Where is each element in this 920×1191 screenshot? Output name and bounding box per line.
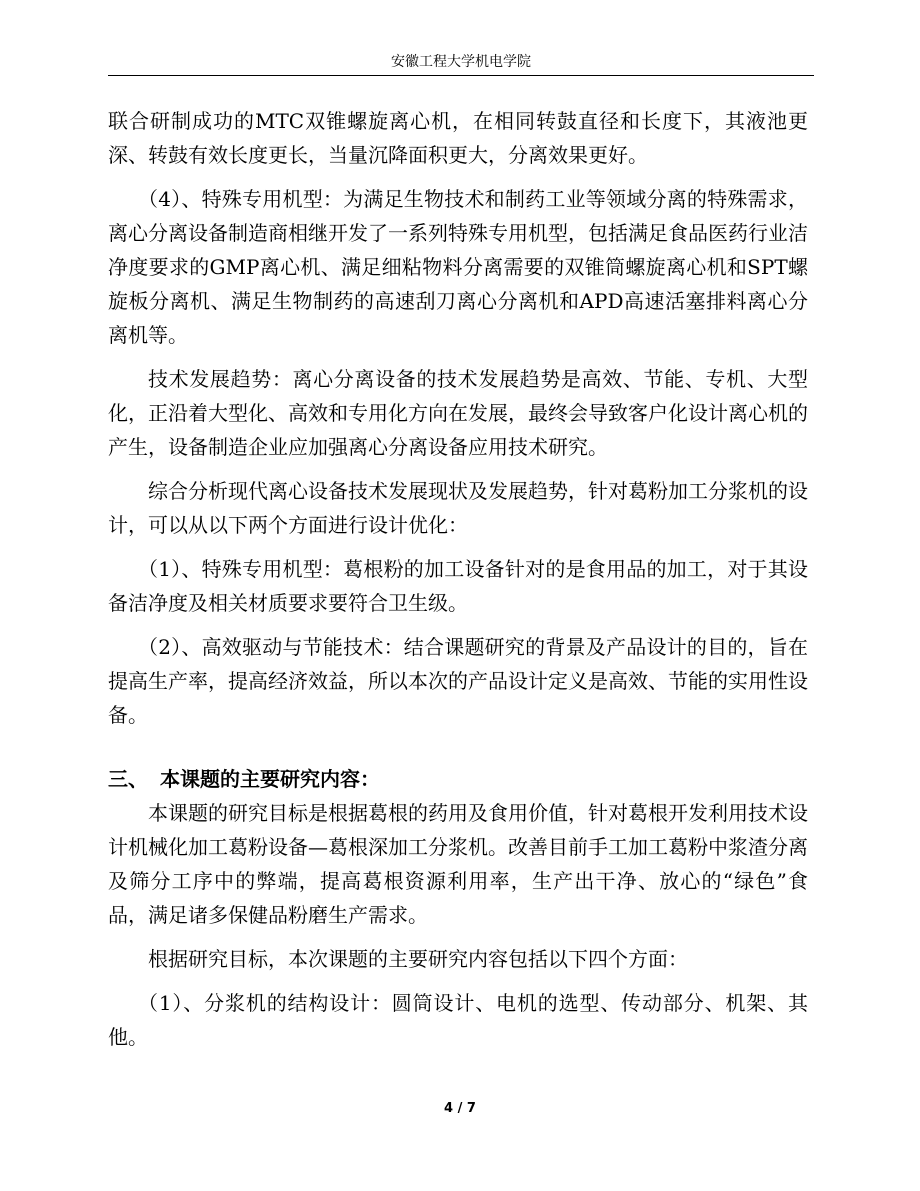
paragraph-special-models: （4）、特殊专用机型：为满足生物技术和制药工业等领域分离的特殊需求，离心分离设备制造商相继开发了一系列特殊专用机型，包括满足食品医药行业洁净度要求的GMP离心机、满足细粘物料分离需要的双锥筒螺旋离心机和SPT螺旋板分离机、满足生物制药的高速刮刀离心分离机和APD高速活塞排料离心分离机等。 bbox=[108, 187, 808, 347]
paragraph-analysis: 综合分析现代离心设备技术发展现状及发展趋势，针对葛粉加工分浆机的设计，可以从以下两个方面进行设计优化： bbox=[108, 479, 808, 537]
document-body bbox=[108, 104, 808, 1064]
section-title: 本课题的主要研究内容： bbox=[160, 767, 380, 791]
page-number: 4 / 7 bbox=[444, 1101, 476, 1116]
paragraph-continuation: 联合研制成功的MTC双锥螺旋离心机，在相同转鼓直径和长度下，其液池更深、转鼓有效长度更长，当量沉降面积更大，分离效果更好。 bbox=[108, 109, 808, 167]
paragraph-research-goal: 本课题的研究目标是根据葛根的药用及食用价值，针对葛根开发利用技术设计机械化加工葛粉设备—葛根深加工分浆机。改善目前手工加工葛粉中浆渣分离及筛分工序中的弊端，提高葛根资源利用率，生产出干净、放心的“绿色”食品，满足诸多保健品粉磨生产需求。 bbox=[108, 801, 808, 927]
section-heading bbox=[108, 762, 808, 796]
paragraph-research-scope: 根据研究目标，本次课题的主要研究内容包括以下四个方面： bbox=[148, 947, 688, 971]
paragraph-item-1: （1）、特殊专用机型：葛根粉的加工设备针对的是食用品的加工，对于其设备洁净度及相关材质要求要符合卫生级。 bbox=[108, 557, 808, 615]
paragraph-item-2: （2）、高效驱动与节能技术：结合课题研究的背景及产品设计的目的，旨在提高生产率，提高经济效益，所以本次的产品设计定义是高效、节能的实用性设备。 bbox=[108, 635, 808, 727]
paragraph-trends: 技术发展趋势：离心分离设备的技术发展趋势是高效、节能、专机、大型化，正沿着大型化、高效和专用化方向在发展，最终会导致客户化设计离心机的产生，设备制造企业应加强离心分离设备应用技术研究。 bbox=[108, 367, 808, 459]
section-number: 三、 bbox=[108, 767, 148, 791]
paragraph-structure-design: （1）、分浆机的结构设计：圆筒设计、电机的选型、传动部分、机架、其他。 bbox=[108, 991, 808, 1049]
header-divider bbox=[108, 75, 814, 76]
page-header: 安徽工程大学机电学院 bbox=[391, 54, 531, 70]
